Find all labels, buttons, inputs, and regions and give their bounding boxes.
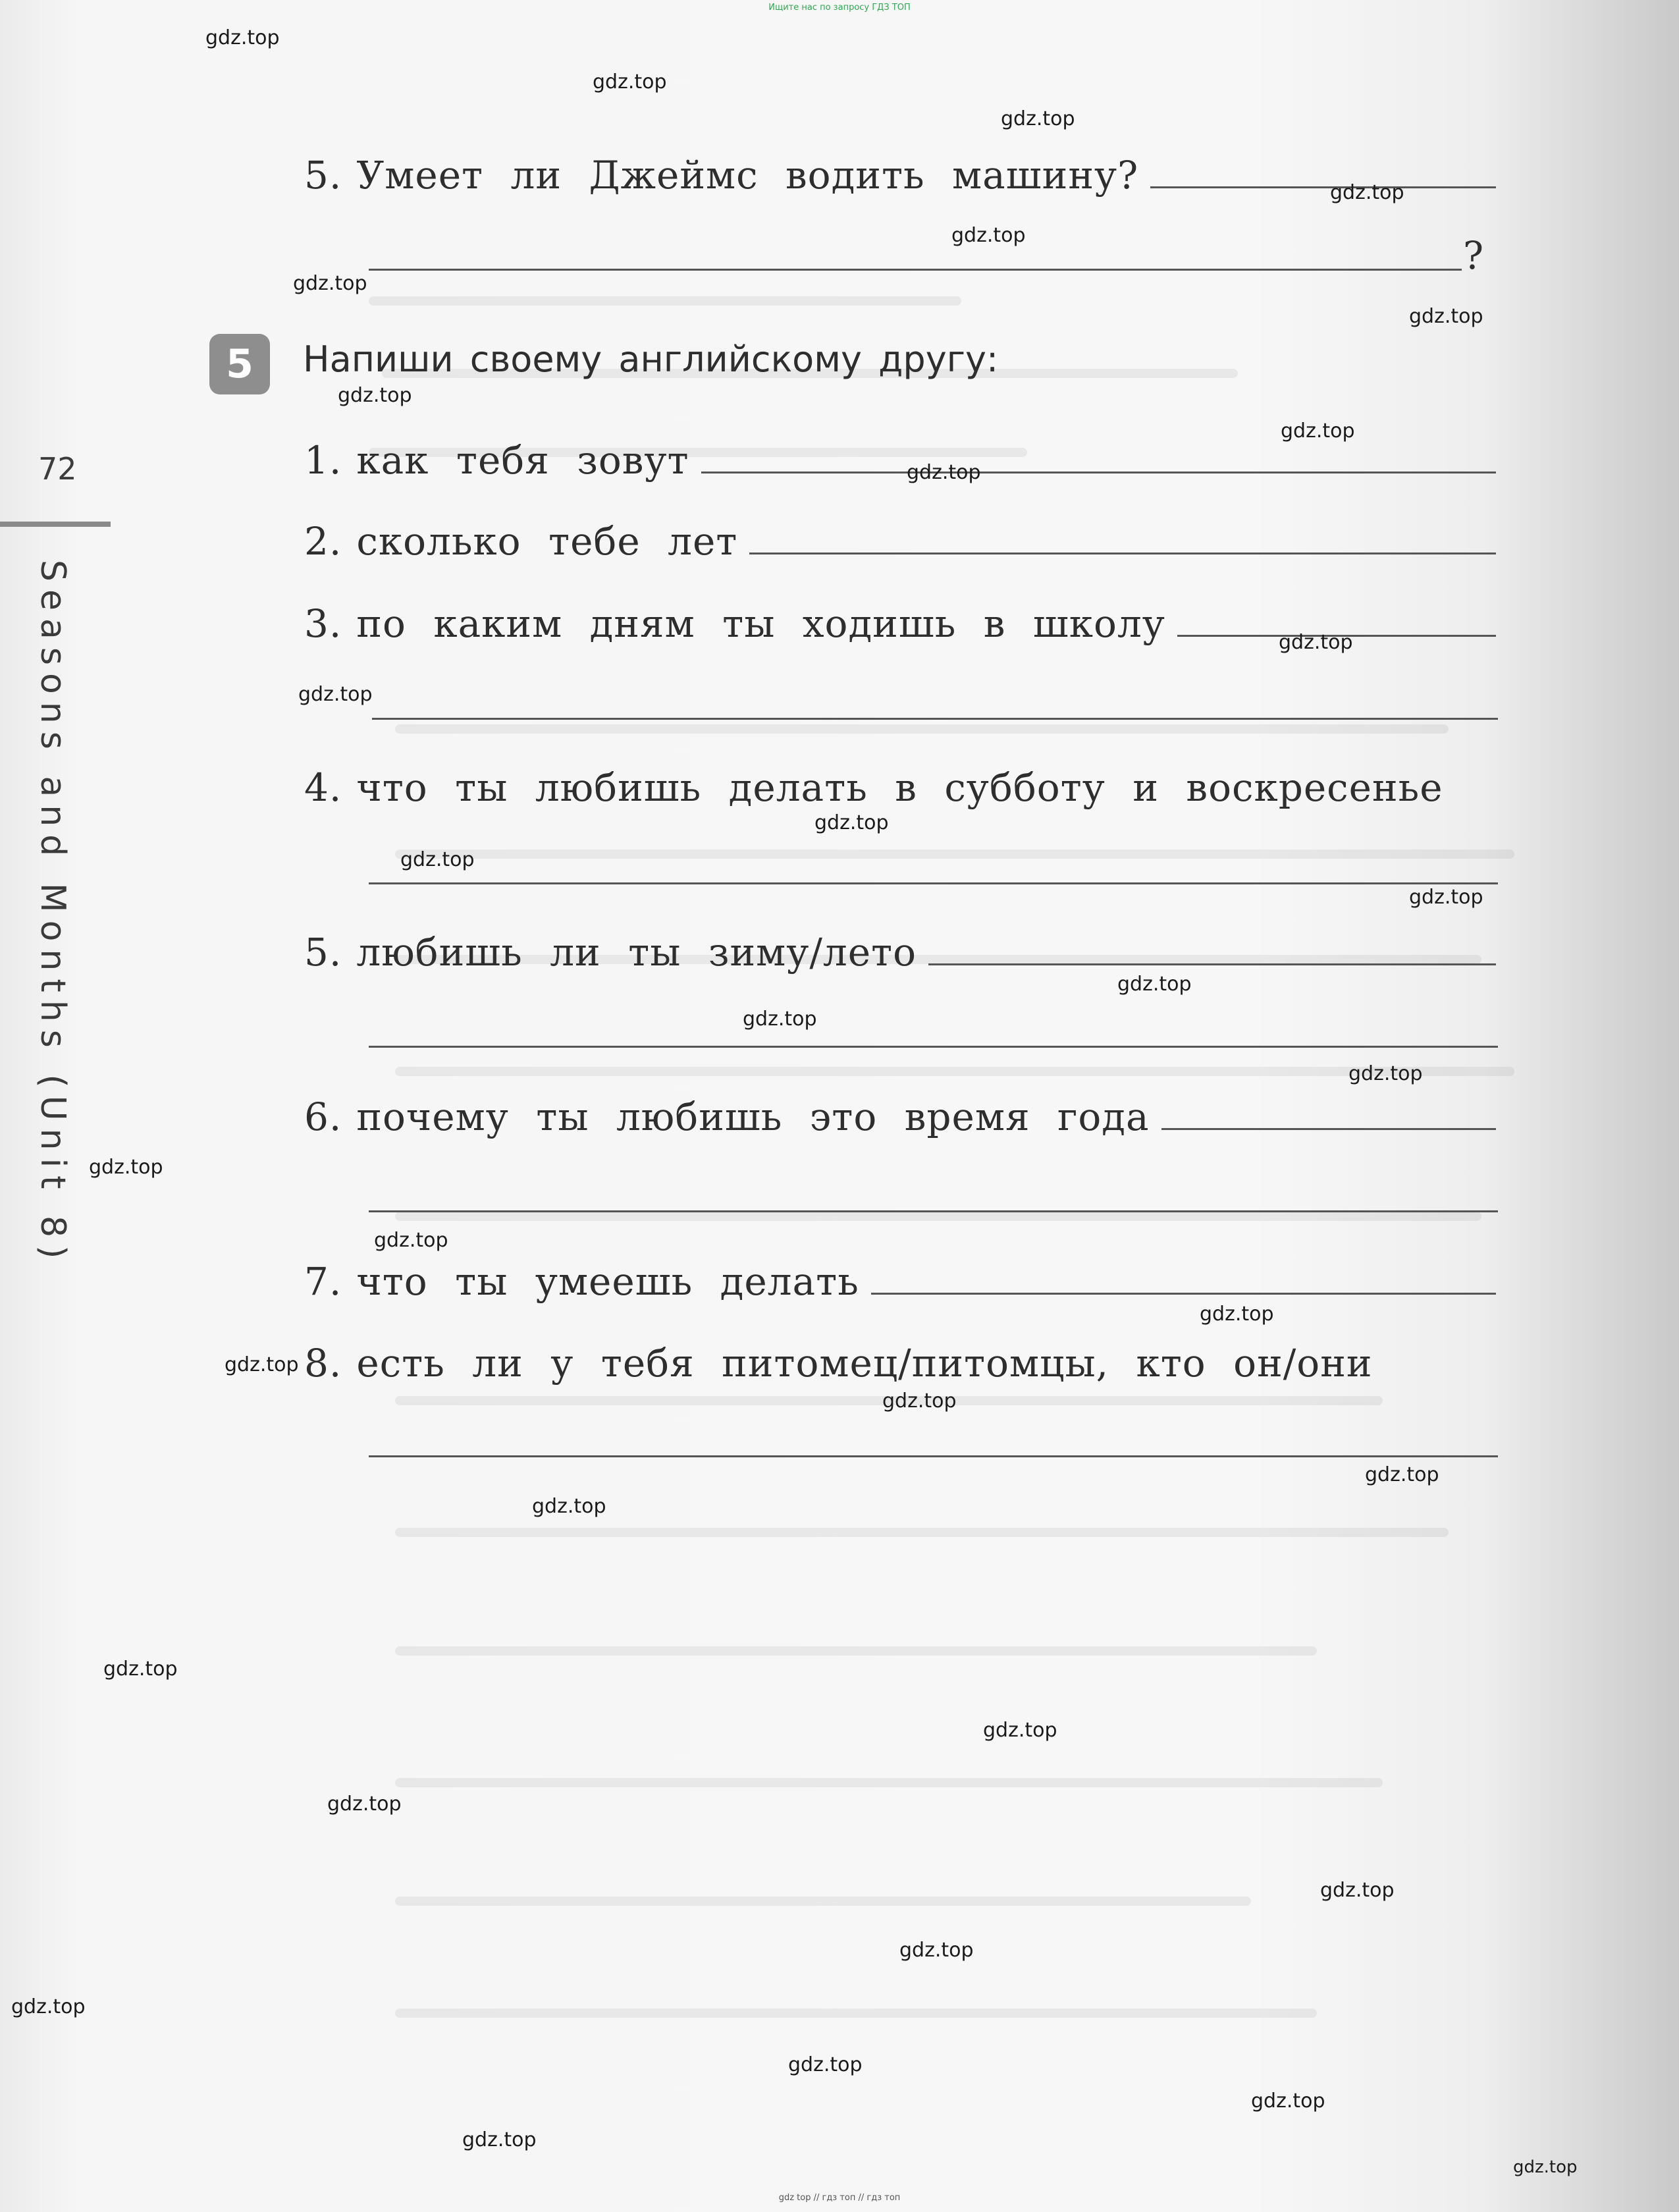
watermark: gdz.top [338, 384, 412, 407]
watermark: gdz.top [1409, 305, 1483, 328]
watermark: gdz.top [462, 2128, 537, 2151]
sidebar-divider [0, 522, 111, 527]
watermark: gdz.top [374, 1229, 448, 1252]
item-number: 6. [304, 1094, 342, 1139]
list-item [304, 1341, 1496, 1386]
answer-line[interactable] [871, 1287, 1496, 1295]
watermark: gdz.top [1320, 1879, 1395, 1902]
item-number: 1. [304, 438, 342, 483]
watermark: gdz.top [1409, 886, 1483, 909]
bottom-banner: gdz top // гдз топ // гдз топ [778, 2193, 901, 2203]
watermark: gdz.top [983, 1719, 1057, 1742]
prev-question [304, 153, 1496, 198]
watermark: gdz.top [593, 70, 667, 94]
unit-title: Seasons and Months (Unit 8) [33, 560, 72, 1267]
answer-line[interactable] [369, 269, 1462, 271]
item-number: 3. [304, 601, 342, 646]
item-text: что ты умеешь делать [356, 1259, 859, 1304]
watermark: gdz.top [1251, 2090, 1325, 2113]
item-text: любишь ли ты зиму/лето [356, 930, 917, 975]
watermark: gdz.top [11, 1995, 86, 2018]
item-text: что ты любишь делать в субботу и воскресенье [356, 765, 1443, 810]
watermark: gdz.top [103, 1658, 178, 1681]
list-item [304, 765, 1496, 810]
answer-line[interactable] [1161, 1123, 1496, 1130]
item-number: 4. [304, 765, 342, 810]
list-item [304, 519, 1496, 564]
item-text: сколько тебе лет [356, 519, 738, 564]
watermark: gdz.top [1281, 419, 1355, 443]
watermark: gdz.top [400, 848, 475, 871]
item-number: 5. [304, 930, 342, 975]
item-number: 7. [304, 1259, 342, 1304]
watermark: gdz.top [1365, 1463, 1439, 1486]
watermark: gdz.top [1279, 631, 1353, 654]
list-item [304, 1094, 1496, 1139]
watermark: gdz.top [1117, 973, 1192, 996]
top-banner: Ищите нас по запросу ГДЗ ТОП [768, 3, 911, 13]
item-text: почему ты любишь это время года [356, 1094, 1150, 1139]
watermark: gdz.top [205, 26, 280, 49]
answer-line[interactable] [369, 1455, 1498, 1457]
watermark: gdz.top [899, 1939, 974, 1962]
watermark: gdz.top [1513, 2157, 1578, 2177]
exercise-heading: Напиши своему английскому другу: [303, 338, 999, 380]
watermark: gdz.top [225, 1353, 299, 1376]
answer-line[interactable] [928, 958, 1496, 965]
question-mark: ? [1463, 233, 1484, 278]
list-item [304, 438, 1496, 483]
prev-question-text: Умеет ли Джеймс водить машину? [356, 153, 1139, 198]
answer-line[interactable] [701, 466, 1496, 473]
item-text: есть ли у тебя питомец/питомцы, кто он/они [356, 1341, 1373, 1386]
list-item [304, 930, 1496, 975]
item-number: 2. [304, 519, 342, 564]
watermark: gdz.top [327, 1793, 402, 1816]
page-number: 72 [38, 451, 77, 487]
answer-line[interactable] [369, 882, 1498, 884]
answer-line[interactable] [369, 1210, 1498, 1212]
watermark: gdz.top [1348, 1062, 1423, 1085]
item-text: как тебя зовут [356, 438, 689, 483]
item-number: 8. [304, 1341, 342, 1386]
answer-line[interactable] [749, 547, 1496, 554]
watermark: gdz.top [743, 1008, 817, 1031]
watermark: gdz.top [907, 461, 981, 484]
watermark: gdz.top [951, 224, 1026, 247]
answer-line[interactable] [369, 1046, 1498, 1048]
answer-line[interactable] [1150, 181, 1496, 188]
answer-line[interactable] [372, 718, 1498, 720]
watermark: gdz.top [532, 1495, 606, 1518]
list-item [304, 1259, 1496, 1304]
watermark: gdz.top [293, 272, 367, 295]
watermark: gdz.top [298, 683, 373, 706]
watermark: gdz.top [89, 1156, 163, 1179]
watermark: gdz.top [882, 1389, 957, 1413]
exercise-number-badge: 5 [209, 334, 270, 394]
watermark: gdz.top [788, 2053, 863, 2076]
prev-question-number: 5. [304, 153, 342, 198]
watermark: gdz.top [814, 811, 889, 834]
watermark: gdz.top [1330, 181, 1404, 204]
item-text: по каким дням ты ходишь в школу [356, 601, 1165, 646]
watermark: gdz.top [1200, 1303, 1274, 1326]
watermark: gdz.top [1001, 107, 1075, 130]
